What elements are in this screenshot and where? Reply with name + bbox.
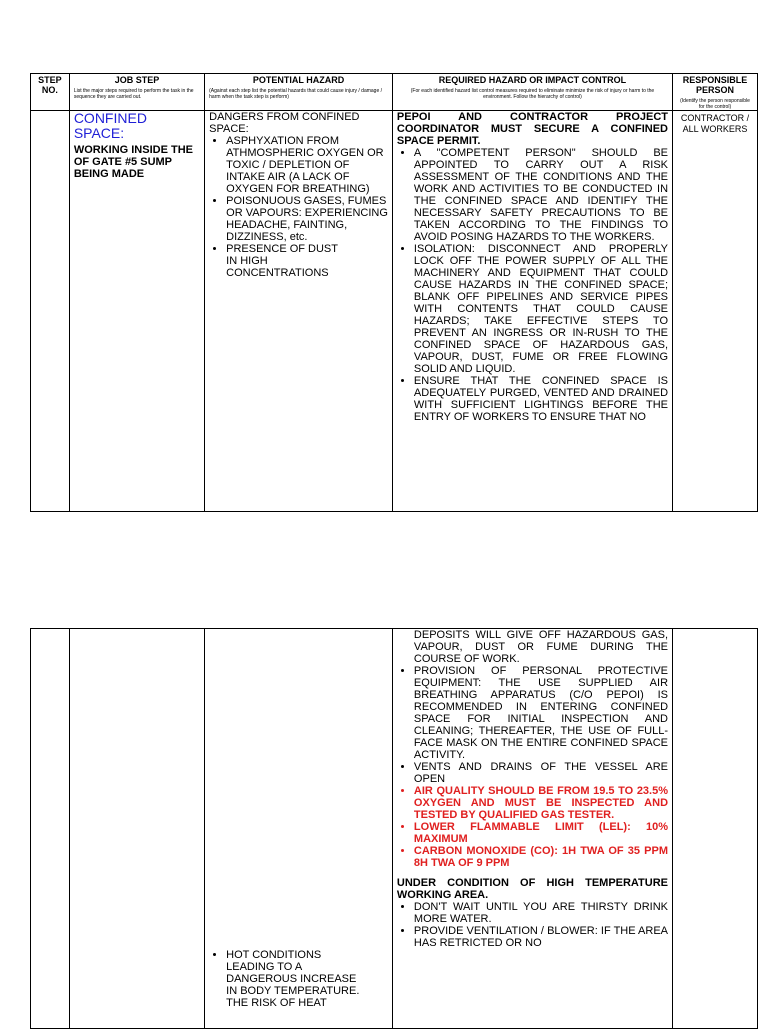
header-job-step: JOB STEP List the major steps required to perform the task in the sequence they are carried out. [69,74,204,111]
control-list [397,665,668,869]
required-control-cell [392,629,672,1029]
header-required-control-note: (For each identified hazard list control measures required to eliminate minimize the risk of injury or harm to the environment. Follow the hierarchy of control) [410,88,655,100]
control-item: • PROVISION OF PERSONAL PROTECTIVE EQUIPMENT: THE USE SUPPLIED AIR BREATHING APPARATUS (C/O PEPOI) IS RECOMMENDED IN ENTERING CONFINED SPACE FOR INITIAL INSPECTION AND CLEANING; THEREAFTER, THE USE OF FULL-FACE MASK ON THE ENTIRE CONFINED SPACE ACTIVITY. [414,665,668,761]
header-potential-hazard-note: (Against each step list the potential hazards that could cause injury / damage / harm when the task step is perform) [209,88,383,100]
hazard-list [209,949,388,1009]
responsible-cell [673,111,758,512]
hazard-list [209,135,388,279]
header-responsible: RESPONSIBLE PERSON (Identify the person responsible for the control) [673,74,758,111]
header-required-control: REQUIRED HAZARD OR IMPACT CONTROL (For each identified hazard list control measures required to eliminate minimize the risk of injury or harm to the environment. Follow the hierarchy of control) [392,74,672,111]
hazard-table-page-1 [30,73,758,512]
table-row [31,111,758,512]
header-responsible-note: (Identify the person responsible for the control) [680,98,750,110]
hazard-heading: DANGERS FROM CONFINED SPACE: [209,111,360,135]
job-step-title: CONFINED SPACE: [73,110,147,141]
responsible-cell [673,629,758,1029]
step-no-cell [31,629,70,1029]
control-item-critical: • AIR QUALITY SHOULD BE FROM 19.5 TO 23.5% OXYGEN AND MUST BE INSPECTED AND TESTED BY QUALIFIED GAS TESTER. [414,785,668,821]
control-item: • ISOLATION: DISCONNECT AND PROPERLY LOCK OFF THE POWER SUPPLY OF ALL THE MACHINERY AND EQUIPMENT THAT COULD CAUSE HAZARDS IN THE CONFINED SPACE; BLANK OFF PIPELINES AND SERVICE PIPES WITH CONTENTS THAT COULD CAUSE HAZARDS; TAKE EFFECTIVE STEPS TO PREVENT AN INGRESS OR IN-RUSH TO THE CONFINED SPACE OF HAZARDOUS GAS, VAPOUR, DUST, FUME OR FREE FLOWING SOLID AND LIQUID. [414,243,668,375]
heat-control-heading: UNDER CONDITION OF HIGH TEMPERATURE WORKING AREA. [396,877,669,901]
control-item: • DON'T WAIT UNTIL YOU ARE THIRSTY DRINK MORE WATER. [414,901,668,925]
heat-control-list [397,901,668,949]
page-2-table-block [30,628,758,1029]
responsible-person: CONTRACTOR / ALL WORKERS [680,113,750,134]
control-continuation: DEPOSITS WILL GIVE OFF HAZARDOUS GAS, VAPOUR, DUST OR FUME DURING THE COURSE OF WORK. [413,629,669,665]
job-step-cell [69,629,204,1029]
header-potential-hazard: POTENTIAL HAZARD (Against each step list the potential hazards that could cause injury / damage / harm when the task step is perform) [205,74,393,111]
header-job-step-note: List the major steps required to perform the task in the sequence they are carried out. [73,88,194,100]
header-step-no: STEP NO. [31,74,70,111]
page-1-table-block [30,73,758,512]
potential-hazard-cell [205,111,393,512]
job-step-cell [69,111,204,512]
control-heading: PEPOI AND CONTRACTOR PROJECT COORDINATOR MUST SECURE A CONFINED SPACE PERMIT. [396,111,669,147]
control-item-critical: • LOWER FLAMMABLE LIMIT (LEL): 10% MAXIMUM [414,821,668,845]
hazard-item: • HOT CONDITIONS LEADING TO A DANGEROUS INCREASE IN BODY TEMPERATURE. [226,949,388,997]
table-row [31,629,758,1029]
step-no-cell [31,111,70,512]
hazard-table-page-2 [30,628,758,1029]
hazard-item: • POISONUOUS GASES, FUMES OR VAPOURS: EXPERIENCING HEADACHE, FAINTING, DIZZINESS, etc. [226,195,388,243]
control-item: • A "COMPETENT PERSON" SHOULD BE APPOINTED TO CARRY OUT A RISK ASSESSMENT OF THE CONDITIONS AND THE WORK AND ACTIVITIES TO BE CONDUCTED IN THE CONFINED SPACE AND IDENTIFY THE NECESSARY SAFETY PRECAUTIONS TO BE TAKEN ACCORDING TO THE FINDINGS TO AVOID POSING HAZARDS TO THE WORKERS. [414,147,668,243]
hazard-item: • ASPHYXATION FROM ATHMOSPHERIC OXYGEN OR TOXIC / DEPLETION OF INTAKE AIR (A LACK OF OXYGEN FOR BREATHING) [226,135,388,195]
required-control-cell [392,111,672,512]
table-header-row [31,74,758,111]
control-item: • VENTS AND DRAINS OF THE VESSEL ARE OPEN [414,761,668,785]
control-list [397,147,668,423]
hazard-item: THE RISK OF HEAT [226,997,327,1009]
control-item-critical: • CARBON MONOXIDE (CO): 1H TWA OF 35 PPM 8H TWA OF 9 PPM [414,845,668,869]
control-item: • ENSURE THAT THE CONFINED SPACE IS ADEQUATELY PURGED, VENTED AND DRAINED WITH SUFFICIENT LIGHTINGS BEFORE THE ENTRY OF WORKERS TO ENSURE THAT NO [414,375,668,423]
hazard-item: • PRESENCE OF DUST IN HIGH CONCENTRATIONS [226,243,388,279]
control-item: • PROVIDE VENTILATION / BLOWER: IF THE AREA HAS RETRICTED OR NO [414,925,668,949]
job-step-description: WORKING INSIDE THE OF GATE #5 SUMP BEING MADE [73,144,193,180]
potential-hazard-cell [205,629,393,1029]
